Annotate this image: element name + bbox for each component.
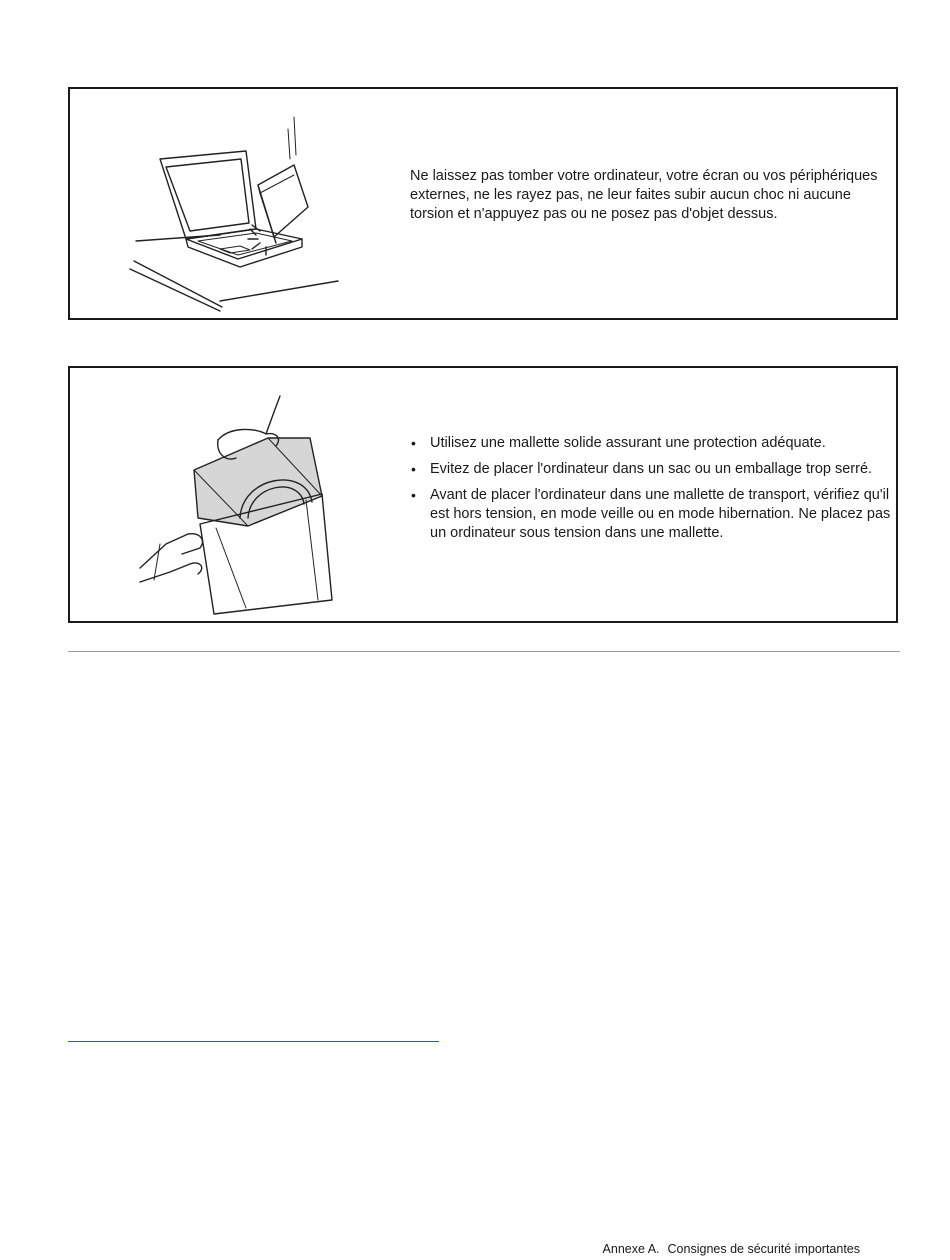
- safety-notice-carrying: [68, 366, 898, 623]
- bullet-icon: •: [411, 461, 416, 477]
- footer-title: Consignes de sécurité importantes: [667, 1242, 860, 1256]
- carrying-guidance-list: [410, 434, 898, 550]
- impact-warning-text: Ne laissez pas tomber votre ordinateur, votre écran ou vos périphériques externes, ne les rayez pas, ne leur faites subir aucun choc ni aucune torsion et n'appuyez pas ou ne posez pas d'objet dessus.: [410, 168, 878, 222]
- safety-notice-impact: [68, 87, 898, 320]
- list-item: • Utilisez une mallette solide assurant une protection adéquate.: [411, 435, 826, 451]
- footer-section: Annexe A.: [602, 1242, 660, 1256]
- page-footer: [603, 1242, 860, 1256]
- list-item: • Evitez de placer l'ordinateur dans un sac ou un emballage trop serré.: [411, 461, 873, 477]
- laptop-impact-illustration: [70, 89, 400, 318]
- laptop-bag-illustration: [70, 368, 400, 621]
- bullet-icon: •: [411, 487, 416, 503]
- bullet-icon: •: [411, 435, 416, 451]
- link-underline: [68, 1041, 439, 1042]
- list-item: • Avant de placer l'ordinateur dans une mallette de transport, vérifiez qu'il est hors tension, en mode veille ou en mode hibernation. Ne placez pas un ordinateur sous tension dans une mallette.: [411, 487, 891, 541]
- section-divider: [68, 651, 900, 652]
